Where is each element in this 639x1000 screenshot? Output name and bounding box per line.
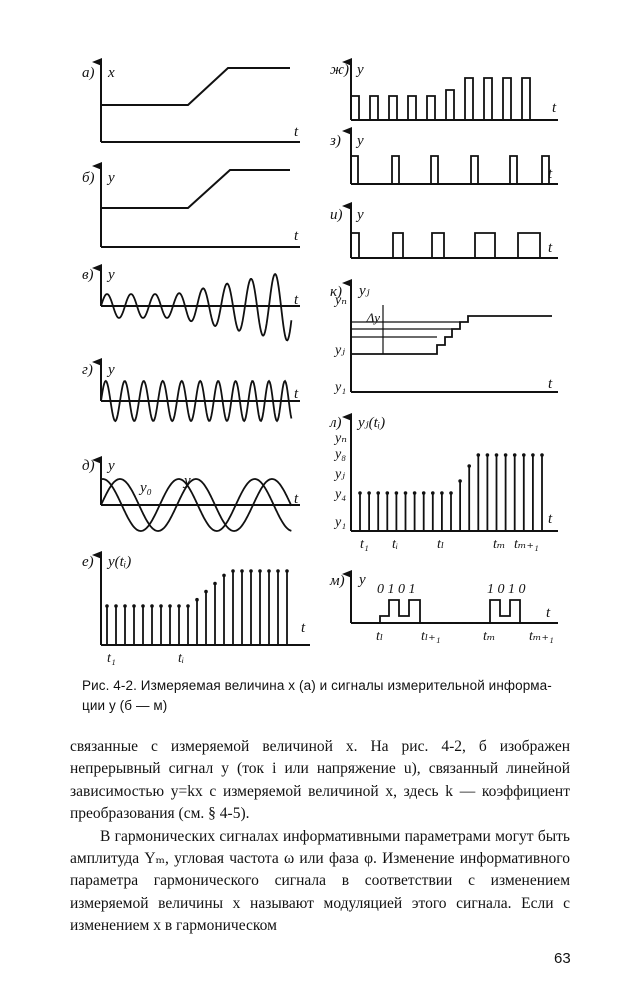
digital-sample-dot [386,491,390,495]
ylabel-v: y [108,267,115,283]
curve-label-y: y [184,473,191,489]
pulse-duration-z [351,156,549,184]
tlabel-a: t [294,124,299,140]
digital-sample-dot [449,491,453,495]
panel-label-a: а) [82,65,95,81]
sample-dot [150,604,154,608]
sample-dot [159,604,163,608]
panel-label-zh: ж) [330,62,349,78]
tlabel-b: t [294,228,299,244]
panel-label-z: з) [330,133,341,149]
digital-sample-dot [486,453,490,457]
tick-tl1-m: tₗ₊₁ [421,629,441,644]
level-yj-l: yⱼ [335,467,345,482]
tick-tl-l: tₗ [437,537,445,552]
paragraph-1: связанные с измеряемой величиной x. На рис. 4-2, б изображен непрерывный сигнал y (ток i или напряжение u), связанный линейной зависимостью y=kx с измеряемой величиной x, здесь k — коэффициент преобразования (см. § 4-5). [70,738,570,823]
panel-label-v: в) [82,267,94,283]
ylabel-d: y [108,458,115,474]
digital-sample-dot [540,453,544,457]
sample-dot [285,569,289,573]
level-y1-k: y₁ [335,380,347,395]
ylabel-k: yⱼ [359,283,370,299]
level-y1-l: y₁ [335,515,347,530]
tlabel-k: t [548,376,553,392]
panel-label-l: л) [330,415,342,431]
ylabel-a: x [108,65,115,81]
sample-dot [213,582,217,586]
panel-label-m: м) [330,573,345,589]
tlabel-d: t [294,491,299,507]
digital-sample-dot [513,453,517,457]
sample-dot [267,569,271,573]
level-yj-k: yⱼ [335,343,345,358]
sample-dot [204,590,208,594]
y-signal-b [101,170,290,208]
sample-dot [168,604,172,608]
code-signal-0101 [376,600,420,623]
panel-label-g: г) [82,362,93,378]
ylabel-z: y [357,133,364,149]
panel-label-b: б) [82,170,95,186]
digital-sample-dot [358,491,362,495]
code-1010: 1 0 1 0 [487,582,526,597]
paragraph-2: В гармонических сигналах информативными параметрами могут быть амплитуда Yₘ, угловая частота ω или фаза φ. Изменение информативного параметра гармонического сигнала в соответствии с изменением измеряемой величины x называют модуляцией этого сигнала. Если с изменением x в гармоническом [70,827,570,935]
tick-t1-l: t₁ [360,537,369,552]
sample-dot [195,598,199,602]
digital-sample-dot [367,491,371,495]
digital-sample-dot [504,453,508,457]
level-yn-k: yₙ [335,293,347,308]
ylabel-m: y [359,572,366,588]
digital-sample-dot [458,479,462,483]
panel-label-k: к) [330,284,343,300]
code-0101: 0 1 0 1 [377,582,416,597]
sample-dot [276,569,280,573]
page-number: 63 [554,950,571,967]
sample-dot [132,604,136,608]
ylabel-l: yⱼ(tᵢ) [358,415,386,431]
level-y8-l: y₈ [335,447,347,462]
tlabel-g: t [294,386,299,402]
tick-t1-e: t₁ [107,651,116,666]
panel-label-i: и) [330,207,343,223]
panel-label-d: д) [82,458,95,474]
digital-sample-dot [395,491,399,495]
sample-dot [240,569,244,573]
tick-tl-m: tₗ [376,629,384,644]
tick-tm1-m: tₘ₊₁ [529,629,554,644]
pulse-width-i [351,233,540,258]
digital-sample-dot [413,491,417,495]
sample-dot [123,604,127,608]
tick-tm-m: tₘ [483,629,496,644]
level-yn-l: yₙ [335,431,347,446]
digital-sample-dot [376,491,380,495]
digital-sample-dot [467,464,471,468]
digital-sample-dot [477,453,481,457]
x-signal-a [101,68,290,105]
tick-ti-l: tᵢ [392,537,399,552]
ylabel-g: y [108,362,115,378]
code-signal-1010 [485,600,528,623]
tlabel-zh: t [552,100,557,116]
digital-sample-dot [495,453,499,457]
sample-dot [105,604,109,608]
digital-sample-dot [440,491,444,495]
tlabel-z: t [548,166,553,182]
ylabel-e: y(tᵢ) [108,554,132,570]
tick-tm1-l: tₘ₊₁ [514,537,539,552]
tlabel-m: t [546,605,551,621]
level-y4-l: y₄ [335,487,347,502]
sample-dot [114,604,118,608]
curve-label-y0: y₀ [140,480,152,496]
sample-dot [141,604,145,608]
digital-sample-dot [531,453,535,457]
tlabel-l: t [548,511,553,527]
caption-line-1: Рис. 4-2. Измеряемая величина x (а) и сигналы измерительной информа- [82,678,552,693]
sample-dot [222,574,226,578]
tick-ti-e: tᵢ [178,651,185,666]
sample-dot [231,569,235,573]
delta-y-label: Δy [366,310,380,325]
sample-dot [186,604,190,608]
ylabel-i: y [357,207,364,223]
tlabel-v: t [294,292,299,308]
tlabel-e: t [301,620,306,636]
sample-dot [177,604,181,608]
ylabel-zh: y [357,62,364,78]
sample-dot [258,569,262,573]
digital-sample-dot [422,491,426,495]
panel-label-e: е) [82,554,94,570]
caption-line-2: ции y (б — м) [82,698,168,713]
digital-sample-dot [522,453,526,457]
tick-tm-l: tₘ [493,537,506,552]
figure-caption [82,676,572,716]
ylabel-b: y [108,170,115,186]
sample-dot [249,569,253,573]
am-signal-v [101,274,291,340]
body-text [70,736,570,938]
digital-sample-dot [404,491,408,495]
tlabel-i: t [548,240,553,256]
pulse-amplitude-zh [351,78,530,120]
digital-sample-dot [431,491,435,495]
